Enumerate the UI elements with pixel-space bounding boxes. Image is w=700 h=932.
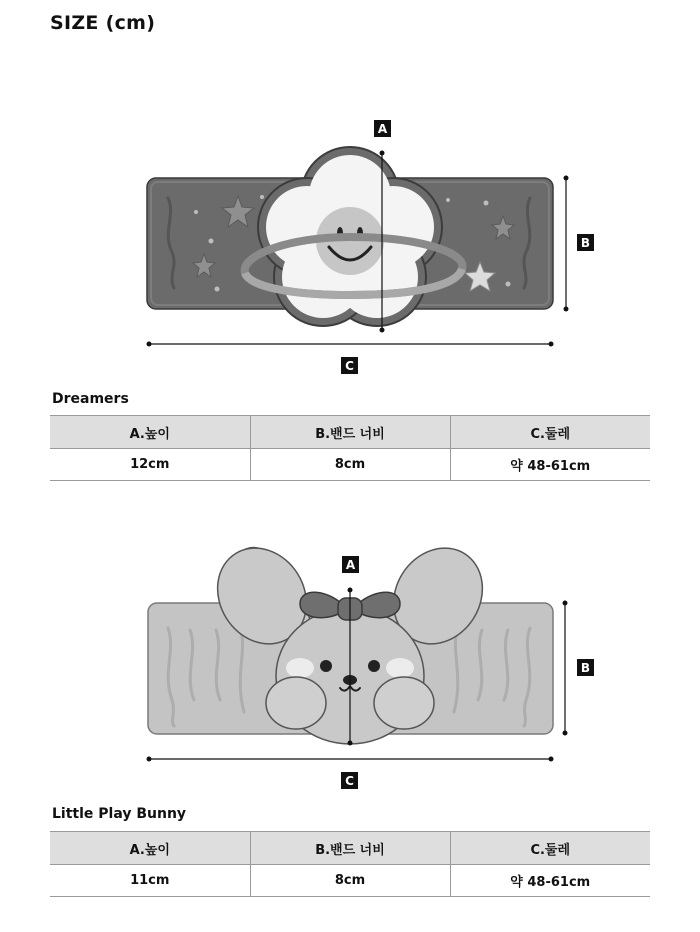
bunny-headband-illustration bbox=[0, 540, 700, 800]
value-circumference: 약 48-61cm bbox=[450, 865, 650, 897]
header-circumference: C.둘레 bbox=[450, 416, 650, 449]
header-height: A.높이 bbox=[50, 832, 250, 865]
product-name-bunny: Little Play Bunny bbox=[52, 806, 187, 822]
page-title: SIZE (cm) bbox=[50, 12, 156, 34]
value-circumference: 약 48-61cm bbox=[450, 449, 650, 481]
header-height: A.높이 bbox=[50, 416, 250, 449]
marker-c: C bbox=[345, 359, 354, 373]
header-band-width: B.밴드 너비 bbox=[250, 832, 450, 865]
table-header-row bbox=[50, 832, 650, 865]
size-table-dreamers bbox=[50, 415, 650, 481]
value-height: 12cm bbox=[50, 449, 250, 481]
table-row bbox=[50, 865, 650, 897]
bunny-paw bbox=[266, 677, 326, 729]
dreamers-headband-illustration bbox=[0, 110, 700, 385]
table-row bbox=[50, 449, 650, 481]
value-height: 11cm bbox=[50, 865, 250, 897]
size-table-bunny bbox=[50, 831, 650, 897]
marker-b: B bbox=[580, 661, 591, 675]
marker-b: B bbox=[580, 236, 591, 250]
product-name-dreamers: Dreamers bbox=[52, 391, 129, 407]
marker-c: C bbox=[345, 774, 354, 788]
header-circumference: C.둘레 bbox=[450, 832, 650, 865]
marker-a: A bbox=[377, 122, 388, 136]
value-band-width: 8cm bbox=[250, 449, 450, 481]
value-band-width: 8cm bbox=[250, 865, 450, 897]
bunny-paw bbox=[374, 677, 434, 729]
header-band-width: B.밴드 너비 bbox=[250, 416, 450, 449]
marker-a: A bbox=[345, 558, 356, 572]
table-header-row bbox=[50, 416, 650, 449]
